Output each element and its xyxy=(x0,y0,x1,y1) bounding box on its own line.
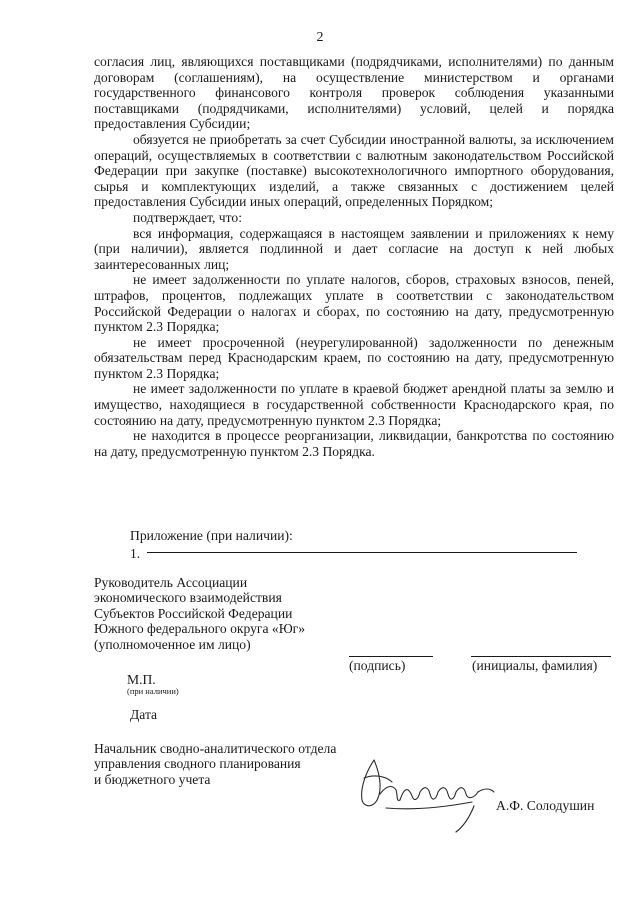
paragraph: подтверждает, что: xyxy=(133,209,242,225)
paragraph: не находится в процессе реорганизации, ликвидации, банкротства по состоянию на дату, предусмотренную пунктом 2.3 Порядка. xyxy=(94,428,614,459)
paragraph: не имеет задолженности по уплате в краевой бюджет арендной платы за землю и имущество, находящиеся в государственной собственности Краснодарского края, по состоянию на дату, предусмотренную пунктом 2.3 Порядка; xyxy=(94,381,614,428)
date-label: Дата xyxy=(130,707,158,722)
appendix-item-number: 1. xyxy=(130,546,141,561)
head-line: (уполномоченное им лицо) xyxy=(94,636,251,652)
appendix-blank-line xyxy=(147,552,577,553)
handwritten-signature xyxy=(340,748,510,838)
stamp-note: (при наличии) xyxy=(127,686,179,696)
paragraph: не имеет просроченной (неурегулированной) задолженности по денежным обязательствам перед Краснодарским краем, по состоянию на дату, предусмотренную пунктом 2.3 Порядка; xyxy=(94,334,614,381)
body-text xyxy=(94,54,614,459)
appendix-block xyxy=(130,527,293,563)
signature-caption: (подпись) xyxy=(349,658,406,673)
appendix-title: Приложение (при наличии): xyxy=(130,528,293,543)
name-blank-line xyxy=(471,656,611,657)
paragraph: вся информация, содержащаяся в настоящем заявлении и приложениях к нему (при наличии), является подлинной и дает согласие на доступ к ней любых заинтересованных лиц; xyxy=(94,225,614,272)
paragraph: согласия лиц, являющихся поставщиками (подрядчиками, исполнителями) по данным договорам (соглашениям), на осуществление министерством и органами государственного финансового контроля проверок соблюдения указанными поставщиками (подрядчиками, исполнителями) условий, целей и порядка предоставления Субсидии; xyxy=(94,54,614,132)
chief-line: Начальник сводно-аналитического отдела xyxy=(94,741,337,756)
paragraph: обязуется не приобретать за счет Субсидии иностранной валюты, за исключением операций, осуществляемых в соответствии с валютным законодательством Российской Федерации при закупке (поставке) высокотехнологичного импортного оборудования, сырья и комплектующих изделий, а также связанных с достижением целей предоставления Субсидии иных операций, определенных Порядком; xyxy=(94,131,614,210)
paragraph: не имеет задолженности по уплате налогов, сборов, страховых взносов, пеней, штрафов, процентов, подлежащих уплате в соответствии с законодательством Российской Федерации о налогах и сборах, по состоянию на дату, предусмотренную пунктом 2.3 Порядка; xyxy=(94,272,614,335)
head-line: Руководитель Ассоциации xyxy=(94,575,248,590)
head-position-block xyxy=(94,575,305,652)
page-number: 2 xyxy=(316,30,324,45)
head-line: Субъектов Российской Федерации xyxy=(94,605,293,621)
head-line: Южного федерального округа «Юг» xyxy=(94,621,306,637)
chief-position-block xyxy=(94,741,336,787)
name-caption: (инициалы, фамилия) xyxy=(472,658,598,673)
chief-line: и бюджетного учета xyxy=(94,771,211,787)
chief-name: А.Ф. Солодушин xyxy=(496,798,595,813)
head-line: экономического взаимодействия xyxy=(94,590,282,606)
chief-line: управления сводного планирования xyxy=(94,756,301,772)
stamp-label: М.П. xyxy=(127,672,156,687)
signature-blank-line xyxy=(349,656,433,657)
